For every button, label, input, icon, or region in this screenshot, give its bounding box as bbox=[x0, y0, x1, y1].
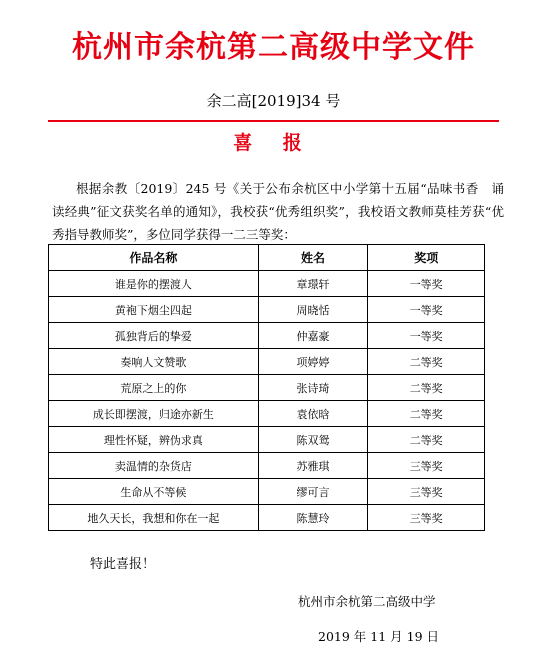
document-number: 余二高[2019]34 号 bbox=[206, 92, 341, 110]
award-cell: 三等奖 bbox=[368, 505, 485, 531]
award-cell: 一等奖 bbox=[368, 271, 485, 297]
table-row bbox=[49, 375, 485, 401]
award-cell: 三等奖 bbox=[368, 479, 485, 505]
work-title-cell: 孤独背后的挚爱 bbox=[49, 323, 259, 349]
issue-date: 2019 年 11 月 19 日 bbox=[318, 629, 439, 644]
award-cell: 二等奖 bbox=[368, 349, 485, 375]
table-row bbox=[49, 297, 485, 323]
work-title-cell: 谁是你的摆渡人 bbox=[49, 271, 259, 297]
work-title-cell: 生命从不等候 bbox=[49, 479, 259, 505]
awards-table bbox=[48, 244, 485, 531]
student-name-cell: 仲嘉豪 bbox=[258, 323, 368, 349]
table-row bbox=[49, 401, 485, 427]
award-cell: 二等奖 bbox=[368, 375, 485, 401]
table-row bbox=[49, 427, 485, 453]
document-header-title: 杭州市余杭第二高级中学文件 bbox=[72, 30, 475, 65]
notice-title: 喜 报 bbox=[233, 132, 314, 154]
red-divider-line bbox=[48, 120, 499, 122]
work-title-cell: 成长即摆渡，归途亦新生 bbox=[49, 401, 259, 427]
student-name-cell: 袁依晗 bbox=[258, 401, 368, 427]
work-title-cell: 荒原之上的你 bbox=[49, 375, 259, 401]
issuer-signature: 杭州市余杭第二高级中学 bbox=[298, 594, 436, 609]
table-row bbox=[49, 271, 485, 297]
student-name-cell: 张诗琦 bbox=[258, 375, 368, 401]
work-title-cell: 卖温情的杂货店 bbox=[49, 453, 259, 479]
student-name-cell: 陈慧玲 bbox=[258, 505, 368, 531]
student-name-cell: 章璟轩 bbox=[258, 271, 368, 297]
work-title-cell: 黄袍下烟尘四起 bbox=[49, 297, 259, 323]
student-name-cell: 苏雅琪 bbox=[258, 453, 368, 479]
table-row bbox=[49, 349, 485, 375]
closing-remark: 特此喜报！ bbox=[90, 557, 156, 572]
student-name-cell: 陈双鸳 bbox=[258, 427, 368, 453]
column-header-award: 奖项 bbox=[368, 245, 485, 271]
student-name-cell: 周晓恬 bbox=[258, 297, 368, 323]
student-name-cell: 项婷婷 bbox=[258, 349, 368, 375]
table-row bbox=[49, 505, 485, 531]
column-header-name: 姓名 bbox=[258, 245, 368, 271]
work-title-cell: 奏响人文赞歌 bbox=[49, 349, 259, 375]
work-title-cell: 理性怀疑，辨伪求真 bbox=[49, 427, 259, 453]
table-header-row bbox=[49, 245, 485, 271]
award-cell: 三等奖 bbox=[368, 453, 485, 479]
award-cell: 二等奖 bbox=[368, 427, 485, 453]
award-cell: 一等奖 bbox=[368, 323, 485, 349]
table-row bbox=[49, 323, 485, 349]
table-row bbox=[49, 453, 485, 479]
award-cell: 二等奖 bbox=[368, 401, 485, 427]
column-header-work: 作品名称 bbox=[49, 245, 259, 271]
work-title-cell: 地久天长，我想和你在一起 bbox=[49, 505, 259, 531]
table-row bbox=[49, 479, 485, 505]
student-name-cell: 缪可言 bbox=[258, 479, 368, 505]
notice-paragraph: 根据余教〔2019〕245 号《关于公布余杭区中小学第十五届“品味书香 诵读经典”征文获奖名单的通知》，我校获“优秀组织奖”，我校语文教师莫桂芳获“优秀指导教师奖”，多位同学获得一二三等奖： bbox=[52, 181, 504, 242]
award-cell: 一等奖 bbox=[368, 297, 485, 323]
